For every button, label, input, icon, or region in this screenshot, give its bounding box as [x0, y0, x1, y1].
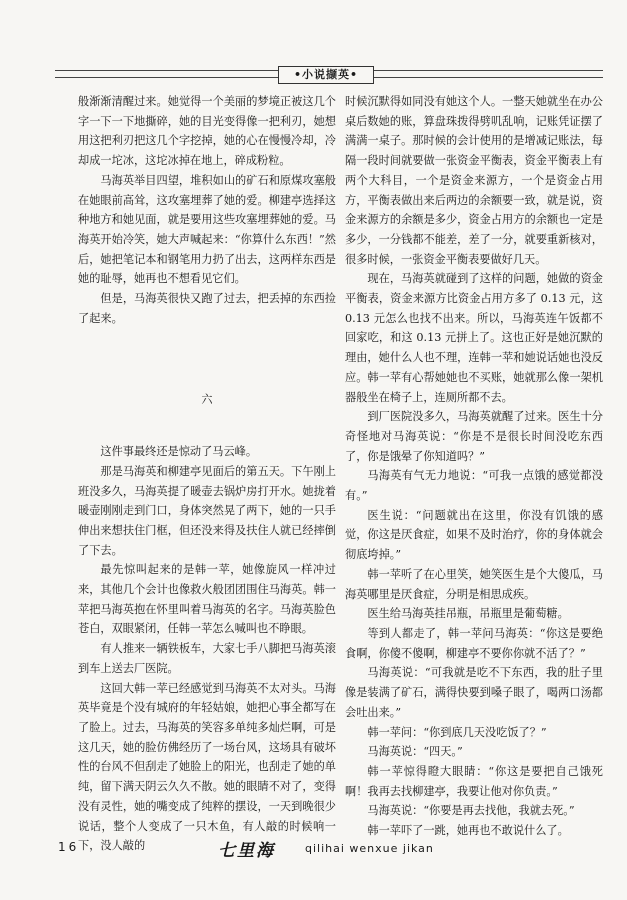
paragraph: 马海英举目四望，堆积如山的矿石和原煤攻塞般在她眼前高耸，这攻塞埋葬了她的爱。柳建亭选择这种地方和她见面，就是要用这些攻塞埋葬她的爱。马海英开始冷笑，她大声喊起来：“你算什么东西！”然后，她把笔记本和钢笔用力扔了出去，这两样东西是她的耻辱，她再也不想看见它们。 [78, 173, 336, 286]
paragraph: 那是马海英和柳建亭见面后的第五天。下午刚上班没多久，马海英提了暖壶去锅炉房打开水。她拢着暖壶刚刚走到门口，身体突然晃了两下，她的一只手伸出来想扶住门框，但还没来得及扶住人就已经摔倒了下去。 [78, 464, 336, 557]
paragraph: 医生说：“问题就出在这里，你没有饥饿的感觉，你这是厌食症，如果不及时治疗，你的身体就会彻底垮掉。” [345, 508, 603, 562]
paragraph: 医生给马海英挂吊瓶，吊瓶里是葡萄糖。 [367, 607, 569, 621]
paragraph: 般渐渐清醒过来。她觉得一个美丽的梦境正被这几个字一下一下地撕碎，她的目光变得像一把利刃，她想用这把利刃把这几个字挖掉，她的心在慢慢冷却，冷却成一坨冰，这坨冰掉在地上，碎成粉粒。 [78, 95, 336, 168]
section-number: 六 [201, 393, 213, 407]
paragraph: 韩一苹吓了一跳，她再也不敢说什么了。 [367, 824, 569, 838]
page-footer [0, 840, 627, 870]
paragraph: 韩一苹问：“你到底几天没吃饭了？” [367, 725, 547, 739]
section-title: •小说撷英• [278, 66, 374, 84]
magazine-logo: 七里海 [218, 841, 275, 861]
paragraph: 马海英说：“四天。” [367, 745, 463, 759]
paragraph: 到厂医院没多久，马海英就醒了过来。医生十分奇怪地对马海英说：“你是不是很长时间没吃东西了，你是饿晕了你知道吗？” [345, 410, 603, 463]
right-column [345, 92, 603, 841]
paragraph: 时候沉默得如同没有她这个人。一整天她就坐在办公桌后数她的账，算盘珠拨得劈叽乱响，记账凭证摆了满满一桌子。那时候的会计使用的是增减记账法，每隔一段时间就要做一张资金平衡表，资金平衡表上有两个大科目，一个是资金来源方，一个是资金占用方，平衡表做出来后两边的余额要一致，就是说，资金来源方的余额是多少，资金占用方的余额也一定是多少，一分钱都不能差，差了一分，就要重新核对，很多时候，一张资金平衡表要做好几天。 [345, 95, 603, 266]
paragraph: 马海英有气无力地说：“可我一点饿的感觉都没有。” [345, 469, 603, 503]
page-number: 16 [58, 840, 80, 854]
paragraph: 马海英说：“可我就是吃不下东西，我的肚子里像是装满了矿石，满得快要到嗓子眼了，喝两口汤都会吐出来。” [345, 666, 603, 719]
paragraph: 韩一苹听了在心里笑，她笑医生是个大傻瓜，马海英哪里是厌食症，分明是相思成疾。 [345, 567, 603, 601]
paragraph: 有人推来一辆铁板车，大家七手八脚把马海英滚到车上送去厂医院。 [78, 642, 336, 675]
paragraph: 韩一苹惊得瞪大眼睛：“你这是要把自己饿死啊！我再去找柳建亭，我要让他对你负责。” [345, 764, 603, 798]
paragraph: 马海英说：“你要是再去找他，我就去死。” [367, 804, 575, 818]
left-column [78, 92, 336, 856]
paragraph: 但是，马海英很快又跑了过去，把丢掉的东西捡了起来。 [78, 292, 336, 325]
magazine-pinyin: qilihai wenxue jikan [305, 842, 434, 855]
paragraph: 现在，马海英就碰到了这样的问题，她做的资金平衡表，资金来源方比资金占用方多了 0.13 元，这 0.13 元怎么也找不出来。所以，马海英连午饭都不回家吃，和这 0.13 元拼上了。这也正好是她沉默的理由，她什么人也不理，连韩一苹和她说话她也没反应。韩一苹有心帮她她也不买账，她就那么像一架机器般坐在椅子上，连厕所都不去。 [345, 272, 603, 404]
paragraph: 这回大韩一苹已经感觉到马海英不太对头。马海英毕竟是个没有城府的年轻姑娘，她把心事全都写在了脸上。过去，马海英的笑容多单纯多灿烂啊，可是这几天，她的脸仿佛经历了一场台风，这场具有破坏性的台风不但刮走了她脸上的阳光，也刮走了她的单纯，留下满天阴云久久不散。她的眼睛不对了，变得没有灵性，她的嘴变成了纯粹的摆设，一天到晚很少说话，整个人变成了一只木鱼，有人敲的时候响一下，没人敲的 [78, 681, 336, 853]
paragraph: 最先惊叫起来的是韩一苹，她像旋风一样冲过来，其他几个会计也像救火般团团围住马海英。韩一苹把马海英抱在怀里叫着马海英的名字。马海英脸色苍白，双眼紧闭，任韩一苹怎么喊叫也不睁眼。 [78, 563, 336, 636]
paragraph: 这件事最终还是惊动了马云峰。 [100, 445, 258, 459]
paragraph: 等到人都走了，韩一苹问马海英：“你这是要绝食啊，你傻不傻啊，柳建亭不要你你就不活了？” [345, 626, 603, 660]
